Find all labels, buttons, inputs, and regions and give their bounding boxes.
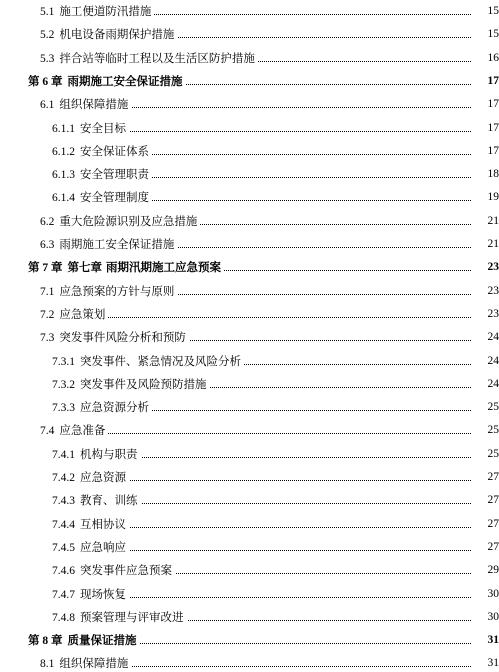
toc-entry-7-4-1[interactable] bbox=[0, 446, 499, 462]
toc-entry-7-3-1[interactable] bbox=[0, 353, 499, 369]
toc-entry-page: 31 bbox=[471, 655, 499, 671]
toc-entry-label bbox=[40, 236, 177, 253]
toc-entry-number: 5.3 bbox=[40, 52, 55, 65]
toc-entry-page: 21 bbox=[471, 213, 499, 229]
toc-entry-number: 6.1.2 bbox=[52, 145, 75, 158]
toc-entry-6-3[interactable] bbox=[0, 236, 499, 252]
toc-entry-label bbox=[52, 143, 152, 160]
toc-entry-label bbox=[40, 26, 177, 43]
toc-entry-title: 突发事件风险分析和预防 bbox=[59, 330, 186, 345]
toc-entry-page: 31 bbox=[471, 632, 499, 648]
toc-entry-page: 25 bbox=[471, 399, 499, 415]
toc-entry-label bbox=[40, 50, 258, 67]
toc-entry-number: 6.1.4 bbox=[52, 192, 75, 205]
toc-entry-7-4-6[interactable] bbox=[0, 562, 499, 578]
toc-entry-label bbox=[40, 96, 131, 113]
toc-entry-title: 突发事件应急预案 bbox=[80, 563, 172, 578]
toc-entry-number: 7.4.5 bbox=[52, 541, 75, 554]
toc-entry-title: 安全保证体系 bbox=[80, 143, 149, 158]
toc-entry-number: 8.1 bbox=[40, 658, 55, 671]
toc-entry-number: 7.4.7 bbox=[52, 588, 75, 601]
toc-entry-label bbox=[40, 306, 108, 323]
toc-entry-title: 雨期施工安全保证措施 bbox=[67, 73, 183, 88]
toc-entry-7-3-2[interactable] bbox=[0, 376, 499, 392]
toc-entry-5-1[interactable] bbox=[0, 3, 499, 19]
toc-entry-label bbox=[40, 422, 108, 439]
toc-entry-7-3-3[interactable] bbox=[0, 399, 499, 415]
toc-entry-number: 7.3 bbox=[40, 332, 55, 345]
toc-entry-page: 30 bbox=[471, 586, 499, 602]
toc-entry-number: 第 7 章 bbox=[28, 262, 63, 275]
toc-entry-page: 21 bbox=[471, 236, 499, 252]
toc-entry-number: 5.1 bbox=[40, 6, 55, 18]
toc-entry-label bbox=[52, 353, 244, 370]
toc-chapter-6[interactable] bbox=[0, 73, 499, 89]
toc-entry-page: 19 bbox=[471, 189, 499, 205]
toc-entry-5-3[interactable] bbox=[0, 50, 499, 66]
toc-entry-title: 安全目标 bbox=[80, 120, 126, 135]
toc-entry-page: 30 bbox=[471, 609, 499, 625]
toc-entry-title: 拌合站等临时工程以及生活区防护措施 bbox=[59, 50, 255, 65]
toc-entry-number: 7.1 bbox=[40, 285, 55, 298]
toc-entry-page: 27 bbox=[471, 516, 499, 532]
toc-entry-number: 7.4.8 bbox=[52, 611, 75, 624]
toc-entry-label bbox=[52, 469, 129, 486]
toc-entry-page: 27 bbox=[471, 469, 499, 485]
toc-entry-title: 组织保障措施 bbox=[59, 97, 129, 112]
toc-entry-page: 27 bbox=[471, 539, 499, 555]
toc-entry-title: 突发事件、紧急情况及风险分析 bbox=[80, 353, 241, 368]
toc-entry-6-2[interactable] bbox=[0, 213, 499, 229]
toc-entry-number: 7.4 bbox=[40, 425, 55, 438]
toc-entry-title: 应急策划 bbox=[59, 306, 106, 321]
toc-entry-title: 突发事件及风险预防措施 bbox=[80, 376, 207, 391]
toc-entry-page: 15 bbox=[471, 3, 499, 19]
toc-entry-label bbox=[52, 376, 210, 393]
toc-entry-number: 6.1.3 bbox=[52, 169, 75, 182]
toc-entry-title: 机构与职责 bbox=[80, 446, 138, 461]
toc-entry-title: 应急资源 bbox=[80, 470, 126, 484]
toc-entry-page: 25 bbox=[471, 422, 499, 438]
toc-entry-title: 现场恢复 bbox=[80, 586, 126, 601]
toc-entry-title: 施工便道防汛措施 bbox=[59, 4, 152, 18]
toc-entry-title: 质量保证措施 bbox=[67, 633, 137, 648]
toc-entry-7-4-4[interactable] bbox=[0, 516, 499, 532]
toc-entry-title: 预案管理与评审改进 bbox=[80, 609, 184, 624]
toc-entry-title: 重大危险源识别及应急措施 bbox=[59, 213, 198, 228]
toc-entry-label bbox=[28, 73, 186, 90]
toc-entry-label bbox=[52, 539, 129, 556]
toc-entry-7-1[interactable] bbox=[0, 283, 499, 299]
toc-entry-title: 应急资源分析 bbox=[80, 400, 149, 415]
toc-entry-5-2[interactable] bbox=[0, 26, 499, 42]
toc-entry-label bbox=[52, 446, 141, 463]
toc-entry-title: 机电设备雨期保护措施 bbox=[59, 27, 175, 42]
toc-entry-label bbox=[40, 655, 131, 672]
toc-entry-title: 安全管理职责 bbox=[80, 167, 149, 182]
toc-entry-6-1-1[interactable] bbox=[0, 120, 499, 136]
toc-entry-7-4-8[interactable] bbox=[0, 609, 499, 625]
toc-entry-number: 6.1.1 bbox=[52, 122, 75, 135]
toc-entry-page: 16 bbox=[471, 50, 499, 66]
toc-entry-number: 7.4.1 bbox=[52, 448, 75, 461]
toc-entry-page: 24 bbox=[471, 376, 499, 392]
toc-entry-6-1[interactable] bbox=[0, 96, 499, 112]
toc-entry-page: 23 bbox=[471, 259, 499, 275]
toc-entry-number: 7.4.2 bbox=[52, 472, 75, 484]
toc-entry-label bbox=[40, 3, 154, 20]
toc-entry-title: 教育、训练 bbox=[80, 493, 138, 508]
toc-entry-7-4-7[interactable] bbox=[0, 586, 499, 602]
toc-entry-6-1-3[interactable] bbox=[0, 166, 499, 182]
toc-entry-label bbox=[52, 399, 152, 416]
toc-entry-number: 第 8 章 bbox=[28, 635, 63, 648]
toc-entry-number: 6.1 bbox=[40, 99, 55, 112]
toc-entry-number: 7.4.3 bbox=[52, 495, 75, 508]
toc-entry-7-4[interactable] bbox=[0, 422, 499, 438]
toc-entry-label bbox=[52, 166, 152, 183]
toc-entry-6-1-4[interactable] bbox=[0, 189, 499, 205]
toc-entry-title: 应急预案的方针与原则 bbox=[59, 283, 175, 298]
toc-entry-page: 24 bbox=[471, 353, 499, 369]
toc-entry-number: 7.4.6 bbox=[52, 565, 75, 578]
toc-entry-number: 7.3.3 bbox=[52, 402, 75, 415]
toc-entry-label bbox=[52, 516, 129, 533]
toc-entry-label bbox=[28, 259, 224, 276]
toc-entry-title: 应急响应 bbox=[80, 539, 126, 554]
toc-chapter-8[interactable] bbox=[0, 632, 499, 648]
toc-entry-page: 29 bbox=[471, 562, 499, 578]
toc-entry-page: 24 bbox=[471, 329, 499, 345]
toc-entry-number: 5.2 bbox=[40, 29, 55, 42]
toc-entry-7-2[interactable] bbox=[0, 306, 499, 322]
toc-entry-title: 互相协议 bbox=[80, 516, 126, 531]
toc-entry-page: 25 bbox=[471, 446, 499, 462]
toc-entry-number: 7.3.2 bbox=[52, 378, 75, 391]
toc-entry-8-1[interactable] bbox=[0, 655, 499, 671]
toc-entry-number: 第 6 章 bbox=[28, 75, 63, 88]
toc-entry-label bbox=[52, 189, 152, 206]
toc-entry-number: 7.3.1 bbox=[52, 355, 75, 368]
toc-entry-page: 17 bbox=[471, 120, 499, 136]
toc-entry-label bbox=[52, 586, 129, 603]
toc-entry-label bbox=[40, 213, 200, 230]
toc-entry-title: 组织保障措施 bbox=[59, 656, 129, 671]
toc-entry-label bbox=[52, 120, 129, 137]
toc-entry-title: 安全管理制度 bbox=[80, 190, 149, 205]
toc-entry-number: 7.4.4 bbox=[52, 518, 75, 531]
toc-chapter-7[interactable] bbox=[0, 259, 499, 275]
toc-entry-number: 7.2 bbox=[40, 308, 55, 321]
toc-entry-page: 15 bbox=[471, 26, 499, 42]
toc-entry-label bbox=[52, 492, 141, 509]
toc-entry-label bbox=[52, 609, 187, 626]
toc-entry-label bbox=[40, 329, 189, 346]
toc-entry-number: 6.3 bbox=[40, 239, 55, 251]
toc-entry-7-4-5[interactable] bbox=[0, 539, 499, 555]
toc-entry-6-1-2[interactable] bbox=[0, 143, 499, 159]
toc-entry-number: 6.2 bbox=[40, 215, 55, 228]
toc-entry-page: 17 bbox=[471, 143, 499, 159]
toc-entry-title: 雨期施工安全保证措施 bbox=[59, 237, 175, 251]
toc-entry-7-4-2[interactable] bbox=[0, 469, 499, 485]
toc-entry-page: 23 bbox=[471, 306, 499, 322]
toc-entry-page: 18 bbox=[471, 166, 499, 182]
toc-entry-title: 第七章 雨期汛期施工应急预案 bbox=[67, 260, 222, 275]
toc-entry-label bbox=[40, 283, 177, 300]
toc-entry-label bbox=[28, 632, 140, 649]
toc-entry-7-4-3[interactable] bbox=[0, 492, 499, 508]
toc-entry-page: 23 bbox=[471, 283, 499, 299]
toc-entry-page: 27 bbox=[471, 492, 499, 508]
toc-entry-page: 17 bbox=[471, 73, 499, 89]
toc-entry-title: 应急准备 bbox=[59, 423, 106, 438]
toc-entry-label bbox=[52, 562, 175, 579]
toc-entry-page: 17 bbox=[471, 96, 499, 112]
toc-entry-7-3[interactable] bbox=[0, 329, 499, 345]
